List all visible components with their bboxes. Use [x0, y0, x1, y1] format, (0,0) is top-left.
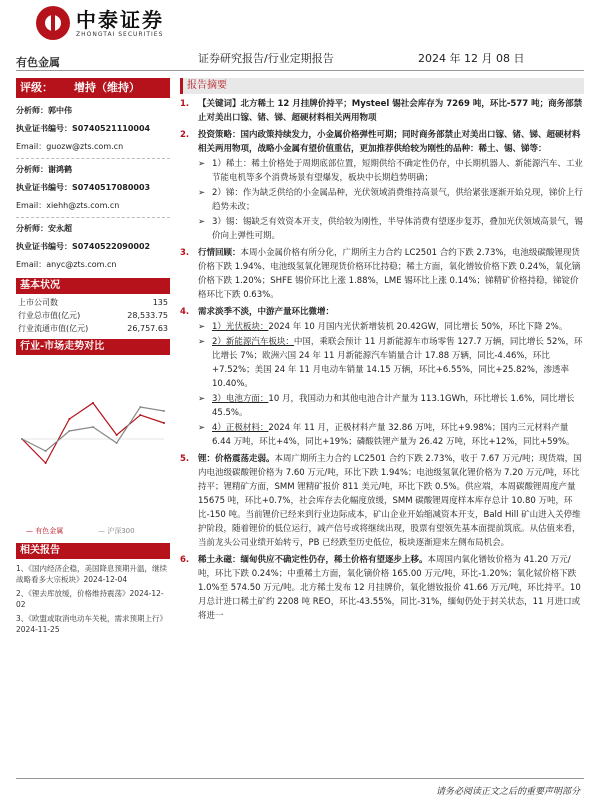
arrow-icon: ➢ [198, 337, 206, 347]
legend-entry: — 沪深300 [98, 527, 135, 535]
cert-number: S0740521110004 [72, 124, 151, 133]
row-value: 26,757.63 [127, 324, 168, 333]
header-divider [16, 70, 584, 71]
para-number: 3. [180, 248, 190, 258]
data-point [163, 422, 165, 424]
para-1 [180, 97, 584, 125]
brand-logo-icon [36, 6, 70, 40]
brand-logo [36, 6, 164, 40]
para-lead: 稀土永磁：缅甸供应不确定性仍存，稀土价格有望逐步上移。 [198, 555, 428, 565]
arrow-icon: ➢ [198, 217, 206, 227]
para-number: 2. [180, 130, 190, 140]
summary-title: 报告摘要 [180, 78, 584, 94]
page-header [0, 0, 600, 46]
para-number: 6. [180, 555, 190, 565]
rating-bar [16, 78, 170, 98]
sub-text: 1）稀土：稀土价格处于周期底部位置，短期供给不确定性仍存，中长期机器人、新能源汽车、工业节能电机等多个消费场景有望爆发，板块中长期趋势明确； [212, 159, 583, 183]
report-date: 2024 年 12 月 08 日 [418, 52, 525, 65]
sub-tag: 1）光伏板块： [212, 322, 269, 332]
arrow-icon: ➢ [198, 159, 206, 169]
divider [16, 217, 170, 218]
data-point [68, 430, 70, 432]
email-value[interactable]: xiehh@zts.com.cn [46, 201, 120, 210]
sector-label: 有色金属 [16, 56, 60, 69]
related-reports-title: 相关报告 [16, 543, 170, 559]
row-key: 上市公司数 [18, 298, 58, 307]
para-number: 4. [180, 307, 190, 317]
email-label: Email： [16, 142, 47, 151]
analyst-block [16, 220, 170, 274]
legend-entry: — 有色金属 [26, 527, 64, 535]
related-reports-list [16, 563, 170, 635]
analyst-name: 谢鸿鹤 [48, 165, 72, 174]
rating-label: 评级： [20, 81, 53, 94]
email-label: Email： [16, 201, 47, 210]
row-key: 行业流通市值(亿元) [18, 324, 89, 333]
analyst-role: 分析师： [16, 224, 48, 233]
data-point [21, 438, 23, 440]
sub-item [180, 320, 584, 334]
data-point [163, 410, 165, 412]
basic-info-table [16, 296, 170, 335]
para-lead: 【关键词】北方稀土 12 月挂牌价持平；Mysteel 锡社会库存为 7269 吨，环比-577 吨；商务部禁止对美出口镓、锗、锑、超硬材料相关两用物项 [198, 99, 583, 123]
brand-name-cn: 中泰证券 [76, 7, 164, 32]
trend-chart-title: 行业-市场走势对比 [16, 339, 170, 355]
sub-item [180, 157, 584, 185]
main-content [180, 78, 584, 623]
row-value: 135 [152, 298, 168, 307]
email-value[interactable]: guozw@zts.com.cn [46, 142, 124, 151]
para-lead: 需求淡季不淡，中游产量环比微增： [198, 307, 335, 317]
data-point [92, 402, 94, 404]
para-2 [180, 128, 584, 156]
sidebar [16, 78, 170, 635]
trend-chart-svg [16, 359, 170, 539]
sub-text: 2）锑：作为缺乏供给的小金属品种，光伏领域消费维持高景气，供给紧张逐渐开始兑现，锑价上行趋势未改； [212, 188, 583, 212]
data-point [139, 406, 141, 408]
data-point [116, 442, 118, 444]
para-5 [180, 452, 584, 550]
para-body: 本周广期所主力合约 LC2501 合约下跌 2.73%，收于 7.67 万元/吨；现货端，国内电池级碳酸锂价格为 7.60 万元/吨，环比下跌 1.94%；电池级氢氧化锂价格为 7.20 万元/吨，环比持平；锂精矿方面，SMM 锂精矿报价 811 美元/吨，环比下跌 0.5%。供应端，本周碳酸锂周度产量 15675 吨，环比+0.7%，社会库存去化幅度放缓，SMM 碳酸锂周度样本库存总计 10.80 万吨，环比-150 吨。当前锂价已经来到行业边际成本，矿山企业开始缩减资本开支，Bald Hill 矿山进入关停维护阶段，随着锂价的低位运行，减产信号或将继续出现，股票有望领先基本面提前筑底。从估值来看，当前龙头公司业绩开始转亏，PB 已经跌至历史低位，板块逐渐迎来左侧布局机会。 [198, 454, 582, 548]
data-point [45, 450, 47, 452]
cert-number: S0740522090002 [72, 242, 151, 251]
analyst-name: 安永超 [48, 224, 72, 233]
trend-chart [16, 359, 170, 539]
sub-item [180, 392, 584, 420]
sub-text: 2024 年 10 月国内光伏新增装机 20.42GW，同比增长 50%，环比下降 2%。 [268, 322, 568, 332]
disclaimer-note: 请务必阅读正文之后的重要声明部分 [435, 787, 580, 797]
data-point [45, 462, 47, 464]
footer-divider [16, 778, 584, 779]
sub-text: 2024 年 11 月，正极材料产量 32.86 万吨，环比+9.98%；国内三元材料产量 6.44 万吨，环比+4%，同比+19%；磷酸铁锂产量为 26.42 万吨，环比+12%，同比+59%。 [212, 423, 575, 447]
data-point [116, 434, 118, 436]
arrow-icon: ➢ [198, 394, 206, 404]
para-body: 本周小金属价格有所分化，广期所主力合约 LC2501 合约下跌 2.73%，电池级碳酸锂现货价格下跌 1.94%、电池级氢氧化锂现货价格环比持稳；稀土方面，氧化镨钕价格下跌 0.24%，氧化镝价格下跌 1.20%；SHFE 锡价环比上涨 1.88%，LME 锡环比上涨 0.14%；锑精矿价格持稳，锑锭价格环比下跌 0.63%。 [198, 248, 581, 300]
series-line-1 [22, 407, 164, 451]
sub-item [180, 421, 584, 449]
analyst-block [16, 161, 170, 215]
sub-tag: 4）正极材料： [212, 423, 269, 433]
row-value: 28,533.75 [127, 311, 168, 320]
para-4 [180, 305, 584, 319]
para-6 [180, 553, 584, 623]
sub-text: 中国，乘联会预计 11 月新能源车市场零售 127.7 万辆，同比增长 52%，环比增长 7%；欧洲六国 24 年 11 月新能源汽车销量合计 17.88 万辆，同比-4.46%，环比+7.52%；美国 24 年 11 月电动车销量 14.15 万辆，环比+6.55%，同比+25.82%，渗透率 10.40%。 [212, 337, 583, 389]
sub-tag: 2）新能源汽车板块： [212, 337, 294, 347]
para-3 [180, 246, 584, 302]
data-point [139, 414, 141, 416]
table-row [16, 296, 170, 309]
para-body: 本周国内氧化镨钕价格为 41.20 万元/吨，环比下跌 0.24%；中重稀土方面，氧化镝价格 165.00 万元/吨，环比-1.20%；氧化铽价格下跌 1.0%至 574.50 万元/吨。北方稀土发布 12 月挂牌价，氧化镨钕报价 41.66 万元/吨，环比持平。10 月总计进口稀土矿约 2208 吨 REO，环比-43.55%，同比-31%，缅甸仍处于封关状态，11 月进口或将进一 [198, 555, 581, 621]
related-report-item[interactable]: 1、《国内经济企稳，美国降息预期升温，继续战略看多大宗板块》2024-12-04 [16, 564, 168, 584]
analyst-name: 郭中伟 [48, 106, 72, 115]
sub-item [180, 335, 584, 391]
analyst-role: 分析师： [16, 106, 48, 115]
sub-item [180, 215, 584, 243]
rating-value: 增持（维持） [74, 81, 140, 94]
email-value[interactable]: anyc@zts.com.cn [46, 260, 117, 269]
arrow-icon: ➢ [198, 423, 206, 433]
related-report-item[interactable]: 2、《锂去库放缓，价格维持震荡》2024-12-02 [16, 589, 164, 609]
series-line-0 [22, 403, 164, 463]
cert-number: S0740517080003 [72, 183, 151, 192]
para-number: 5. [180, 454, 190, 464]
related-report-item[interactable]: 3、《欧盟或取消电动车关税，需求预期上行》2024-11-25 [16, 614, 168, 634]
row-key: 行业总市值(亿元) [18, 311, 81, 320]
cert-label: 执业证书编号： [16, 124, 72, 133]
data-point [92, 426, 94, 428]
analyst-role: 分析师： [16, 165, 48, 174]
sub-tag: 3）电池方面： [212, 394, 269, 404]
para-lead: 行情回顾： [198, 248, 241, 258]
sub-item [180, 186, 584, 214]
para-number: 1. [180, 99, 190, 109]
email-label: Email： [16, 260, 47, 269]
sub-text: 10 月，我国动力和其他电池合计产量为 113.1GWh，环比增长 1.6%，同比增长 45.5%。 [212, 394, 575, 418]
brand-name-en: ZHONGTAI SECURITIES [76, 30, 164, 38]
arrow-icon: ➢ [198, 188, 206, 198]
cert-label: 执业证书编号： [16, 242, 72, 251]
arrow-icon: ➢ [198, 322, 206, 332]
sub-text: 3）锡：锡缺乏有效资本开支，供给较为刚性，半导体消费有望逐步复苏，叠加光伏领域高景气，锡价向上弹性可期。 [212, 217, 583, 241]
divider [16, 158, 170, 159]
cert-label: 执业证书编号： [16, 183, 72, 192]
report-type: 证券研究报告/行业定期报告 [198, 52, 334, 65]
data-point [68, 418, 70, 420]
basic-info-title: 基本状况 [16, 278, 170, 294]
table-row [16, 322, 170, 335]
table-row [16, 309, 170, 322]
analyst-block [16, 102, 170, 156]
para-lead: 投资策略：国内政策持续发力，小金属价格弹性可期；同时商务部禁止对美出口镓、锗、锑、超硬材料相关两用物项，战略小金属有望价值重估，更加推荐供给较为刚性的品种：稀土、锡、锑等： [198, 130, 581, 154]
para-lead: 锂：价格震荡走弱。 [198, 454, 275, 464]
